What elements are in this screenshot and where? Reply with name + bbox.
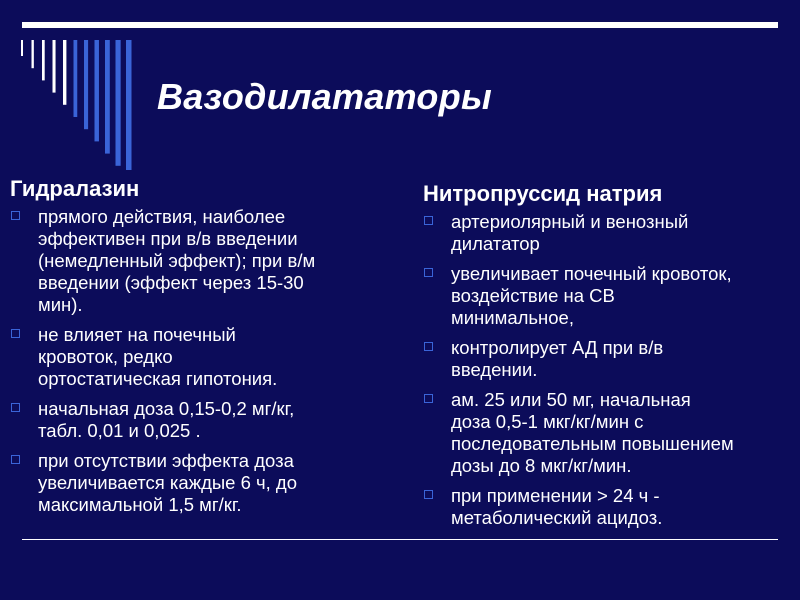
bullet-text: контролирует АД при в/в введении. <box>451 337 664 380</box>
bullet-text: ам. 25 или 50 мг, начальная доза 0,5-1 мкг/кг/мин с последовательным повышением дозы до 8 мкг/кг/мин. <box>451 389 734 476</box>
decorative-stripe <box>126 40 132 170</box>
decorative-stripes <box>0 0 140 170</box>
list-item <box>10 206 400 316</box>
bullet-text: увеличивает почечный кровоток, воздействие на СВ минимальное, <box>451 263 732 328</box>
right-column <box>423 181 798 537</box>
bullet-text: при отсутствии эффекта доза увеличивается каждые 6 ч, до максимальной 1,5 мг/кг. <box>38 450 298 515</box>
decorative-stripe <box>116 40 121 166</box>
decorative-stripe <box>84 40 88 129</box>
list-item <box>423 263 798 329</box>
list-item <box>423 337 798 381</box>
square-bullet-icon <box>424 268 433 277</box>
square-bullet-icon <box>11 455 20 464</box>
decorative-stripe <box>53 40 56 93</box>
decorative-stripe <box>105 40 110 154</box>
slide-title: Вазодилататоры <box>157 76 493 117</box>
bullet-text: прямого действия, наиболее эффективен при в/в введении (немедленный эффект); при в/м введении (эффект через 15-30 мин). <box>38 206 316 315</box>
left-bullet-list <box>10 206 400 516</box>
decorative-stripe <box>21 40 23 56</box>
list-item <box>10 398 400 442</box>
decorative-stripe <box>63 40 66 105</box>
decorative-stripe <box>42 40 45 80</box>
square-bullet-icon <box>11 329 20 338</box>
decorative-stripe <box>74 40 78 117</box>
left-column <box>10 176 400 524</box>
bullet-text: начальная доза 0,15-0,2 мг/кг, табл. 0,01 и 0,025 . <box>38 398 295 441</box>
bottom-rule <box>22 539 778 540</box>
right-column-heading: Нитропруссид натрия <box>423 181 663 206</box>
square-bullet-icon <box>11 403 20 412</box>
square-bullet-icon <box>424 216 433 225</box>
bullet-text: не влияет на почечный кровоток, редко ортостатическая гипотония. <box>38 324 278 389</box>
decorative-stripe <box>32 40 34 68</box>
list-item <box>10 450 400 516</box>
list-item <box>423 389 798 477</box>
square-bullet-icon <box>11 211 20 220</box>
bullet-text: при применении > 24 ч - метаболический ацидоз. <box>451 485 663 528</box>
list-item <box>423 485 798 529</box>
square-bullet-icon <box>424 342 433 351</box>
decorative-stripe <box>95 40 99 141</box>
list-item <box>423 211 798 255</box>
right-bullet-list <box>423 211 798 529</box>
bullet-text: артериолярный и венозный дилататор <box>451 211 689 254</box>
square-bullet-icon <box>424 490 433 499</box>
left-column-heading: Гидралазин <box>10 176 140 201</box>
list-item <box>10 324 400 390</box>
square-bullet-icon <box>424 394 433 403</box>
